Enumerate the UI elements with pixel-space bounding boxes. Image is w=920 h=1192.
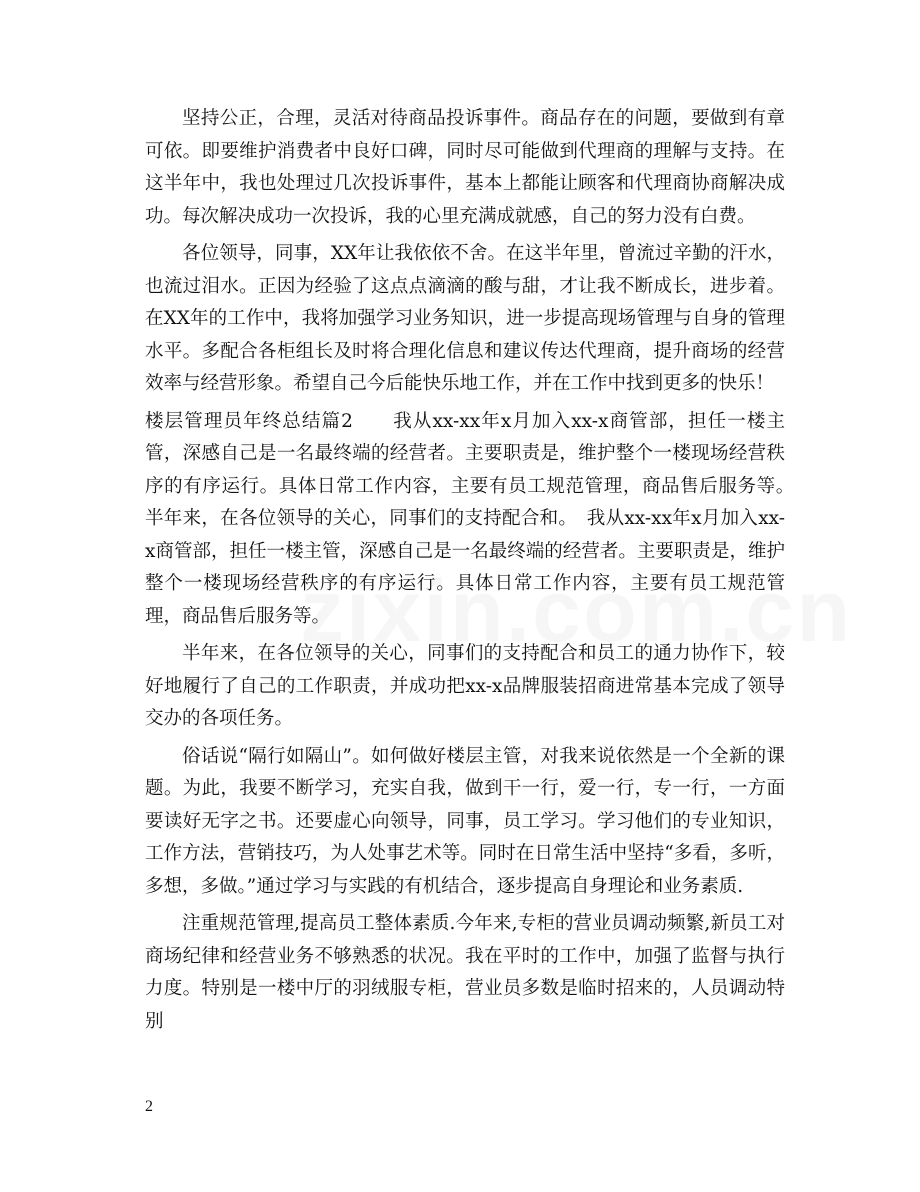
paragraph-year-review: 各位领导，同事，XX年让我依依不舍。在这半年里，曾流过辛勤的汗水，也流过泪水。正因为经验了这点点滴滴的酸与甜，才让我不断成长，进步着。在XX年的工作中，我将加强学习业务知识，进一步提高现场管理与自身的管理水平。多配合各柜组长及时将合理化信息和建议传达代理商，提升商场的经营效率与经营形象。希望自己今后能快乐地工作，并在工作中找到更多的快乐！ [145, 243, 785, 394]
document-body [145, 103, 804, 1043]
paragraph-summary-part-2: 楼层管理员年终总结篇2 我从xx-xx年x月加入xx-x商管部，担任一楼主管，深感自己是一名最终端的经营者。主要职责是，维护整个一楼现场经营秩序的有序运行。具体日常工作内容，主要有员工规范管理，商品售后服务等。 半年来，在各位领导的关心，同事们的支持配合和。 我从xx-xx年x月加入xx-x商管部，担任一楼主管，深感自己是一名最终端的经营者。主要职责是，维护整个一楼现场经营秩序的有序运行。具体日常工作内容，主要有员工规范管理，商品售后服务等。 [145, 410, 804, 627]
paragraph-learning: 俗话说“隔行如隔山”。如何做好楼层主管，对我来说依然是一个全新的课题。为此，我要不断学习，充实自我，做到干一行，爱一行，专一行，一方面要读好无字之书。还要虚心向领导，同事，员工学习。学习他们的专业知识，工作方法，营销技巧，为人处事艺术等。同时在日常生活中坚持“多看，多听，多想，多做。”通过学习与实践的有机结合，逐步提高自身理论和业务素质. [145, 745, 785, 897]
paragraph-standard-management: 注重规范管理,提高员工整体素质.今年来,专柜的营业员调动频繁,新员工对商场纪律和经营业务不够熟悉的状况。我在平时的工作中，加强了监督与执行力度。特别是一楼中厅的羽绒服专柜，营业员多数是临时招来的，人员调动特别 [145, 913, 785, 1032]
paragraph-half-year: 半年来，在各位领导的关心，同事们的支持配合和员工的通力协作下，较好地履行了自己的工作职责，并成功把xx-x品牌服装招商进常基本完成了领导交办的各项任务。 [145, 643, 785, 729]
paragraph-complaint-handling: 坚持公正，合理，灵活对待商品投诉事件。商品存在的问题，要做到有章可依。即要维护消费者中良好口碑，同时尽可能做到代理商的理解与支持。在这半年中，我也处理过几次投诉事件，基本上都能让顾客和代理商协商解决成功。每次解决成功一次投诉，我的心里充满成就感，自己的努力没有白费。 [145, 108, 785, 227]
page-number: 2 [145, 1098, 153, 1115]
